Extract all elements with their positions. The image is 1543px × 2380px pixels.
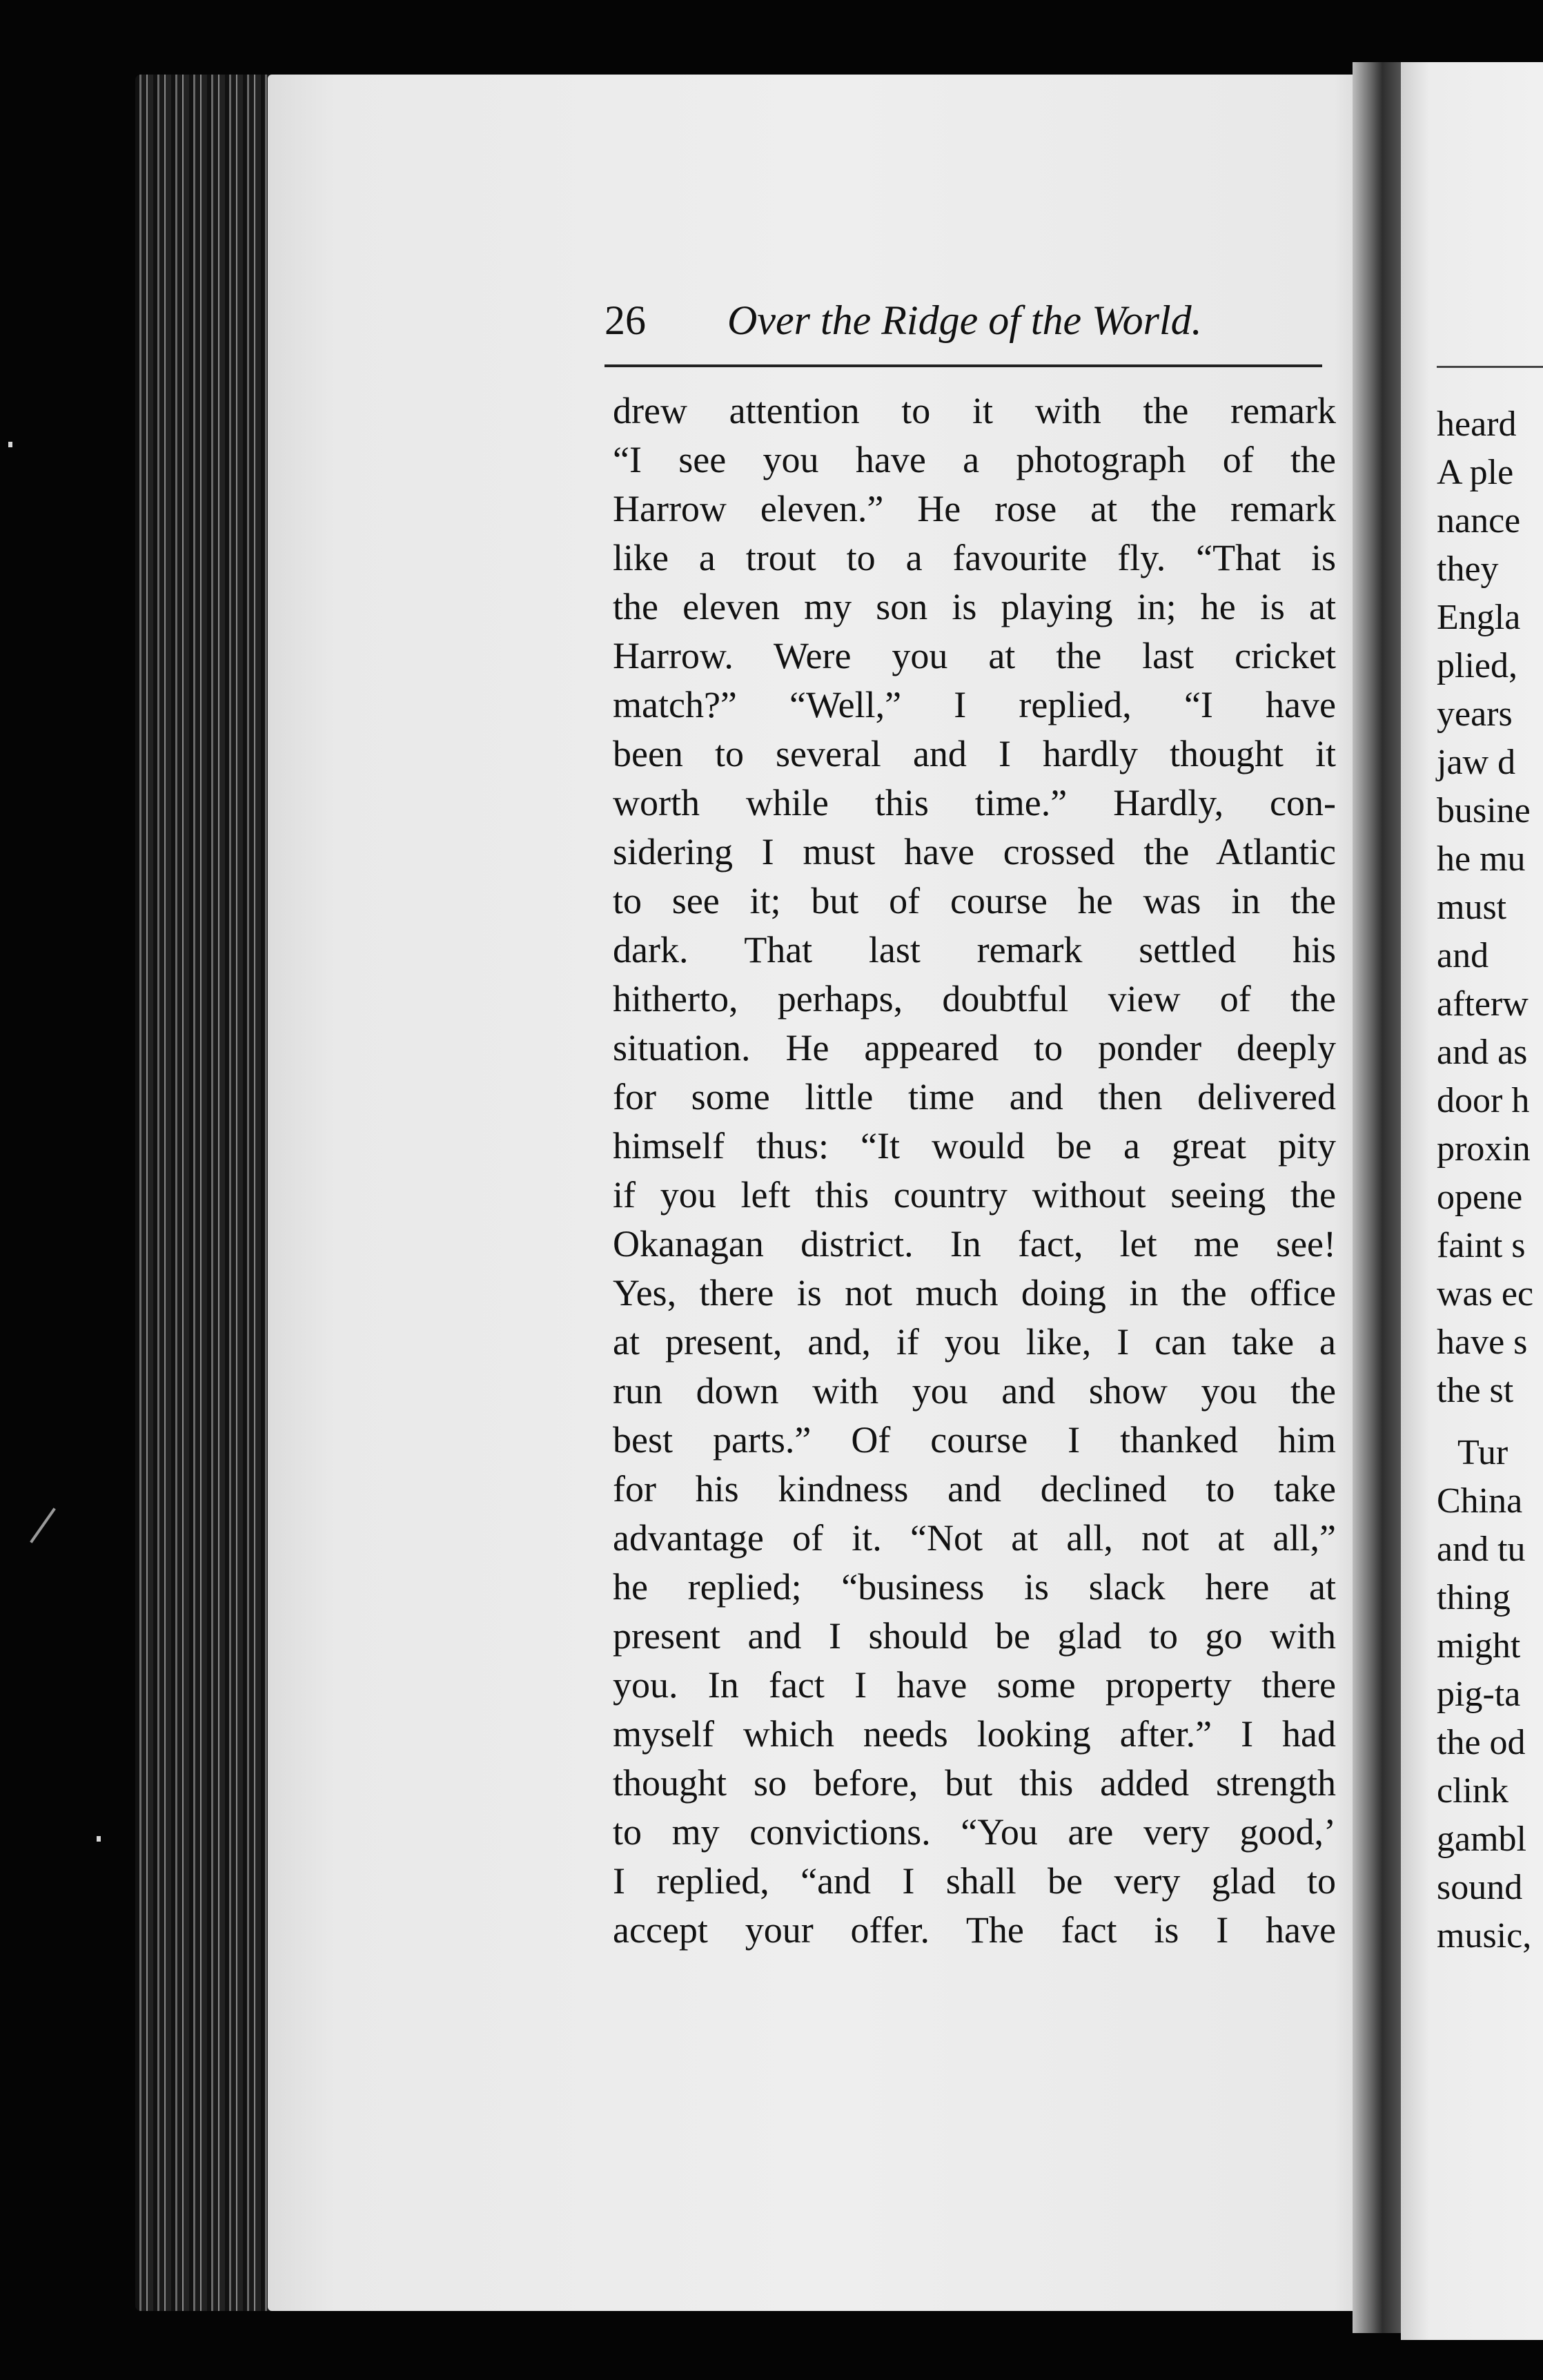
scan-speck xyxy=(8,442,12,447)
text-line: match?” “Well,” I replied, “I have xyxy=(613,684,1336,725)
text-line: Harrow. Were you at the last cricket xyxy=(613,635,1336,676)
text-fragment: faint s xyxy=(1437,1226,1526,1265)
text-line: run down with you and show you the xyxy=(613,1370,1336,1412)
text-line: the eleven my son is playing in; he is at xyxy=(613,586,1336,627)
text-line: to my convictions. “You are very good,’ xyxy=(613,1811,1336,1853)
text-line: I replied, “and I shall be very glad to xyxy=(613,1860,1336,1902)
book-page-edges xyxy=(135,75,280,2311)
text-line: situation. He appeared to ponder deeply xyxy=(613,1027,1336,1069)
text-line: Yes, there is not much doing in the office xyxy=(613,1272,1336,1314)
text-fragment: plied, xyxy=(1437,646,1517,685)
text-fragment: they xyxy=(1437,549,1499,589)
text-fragment: have s xyxy=(1437,1323,1528,1362)
text-line: accept your offer. The fact is I have xyxy=(613,1909,1336,1951)
text-fragment: jaw d xyxy=(1437,743,1516,782)
text-line: sidering I must have crossed the Atlantic xyxy=(613,831,1336,872)
text-fragment: must xyxy=(1437,888,1507,927)
page-number: 26 xyxy=(605,298,646,343)
scan-speck xyxy=(97,1836,101,1842)
text-line: he replied; “business is slack here at xyxy=(613,1566,1336,1608)
text-fragment: afterw xyxy=(1437,984,1529,1024)
text-fragment: sound xyxy=(1437,1868,1523,1907)
text-fragment: China xyxy=(1437,1481,1523,1521)
text-fragment: the od xyxy=(1437,1723,1526,1762)
text-line: you. In fact I have some property there xyxy=(613,1664,1336,1706)
text-fragment: was ec xyxy=(1437,1274,1534,1314)
text-fragment: thing xyxy=(1437,1578,1511,1617)
scan-speck xyxy=(30,1508,56,1543)
text-fragment: clink xyxy=(1437,1771,1508,1811)
running-head xyxy=(605,297,1315,352)
running-title: Over the Ridge of the World. xyxy=(727,298,1202,343)
text-line: for his kindness and declined to take xyxy=(613,1468,1336,1510)
text-line: thought so before, but this added strength xyxy=(613,1762,1336,1804)
text-fragment: pig-ta xyxy=(1437,1675,1521,1714)
text-fragment: Engla xyxy=(1437,598,1521,637)
text-fragment: and tu xyxy=(1437,1530,1526,1569)
text-line: “I see you have a photograph of the xyxy=(613,439,1336,480)
text-line: worth while this time.” Hardly, con- xyxy=(613,782,1336,823)
right-page xyxy=(1401,62,1543,2340)
right-header-rule xyxy=(1437,366,1543,368)
text-fragment: busine xyxy=(1437,791,1531,830)
text-line: Okanagan district. In fact, let me see! xyxy=(613,1223,1336,1265)
text-line: at present, and, if you like, I can take a xyxy=(613,1321,1336,1363)
text-fragment: music, xyxy=(1437,1916,1532,1955)
text-fragment: Tur xyxy=(1457,1433,1508,1472)
text-fragment: opene xyxy=(1437,1178,1523,1217)
text-line: himself thus: “It would be a great pity xyxy=(613,1125,1336,1167)
text-line: present and I should be glad to go with xyxy=(613,1615,1336,1657)
text-fragment: he mu xyxy=(1437,839,1526,879)
text-line: Harrow eleven.” He rose at the remark xyxy=(613,488,1336,529)
text-line: hitherto, perhaps, doubtful view of the xyxy=(613,978,1336,1020)
text-fragment: might xyxy=(1437,1626,1521,1666)
text-fragment: years xyxy=(1437,694,1513,734)
book-gutter xyxy=(1353,62,1402,2333)
text-line: been to several and I hardly thought it xyxy=(613,733,1336,774)
text-line: like a trout to a favourite fly. “That is xyxy=(613,537,1336,578)
text-fragment: nance xyxy=(1437,501,1521,540)
text-line: drew attention to it with the remark xyxy=(613,390,1336,431)
text-line: advantage of it. “Not at all, not at all,” xyxy=(613,1517,1336,1559)
text-line: to see it; but of course he was in the xyxy=(613,880,1336,921)
body-text xyxy=(613,387,1336,1955)
text-fragment: A ple xyxy=(1437,453,1514,492)
text-fragment: proxin xyxy=(1437,1129,1531,1169)
text-fragment: gambl xyxy=(1437,1820,1526,1859)
text-fragment: door h xyxy=(1437,1081,1530,1120)
text-fragment: the st xyxy=(1437,1371,1514,1410)
text-fragment: and xyxy=(1437,936,1489,975)
text-fragment: and as xyxy=(1437,1033,1528,1072)
text-line: best parts.” Of course I thanked him xyxy=(613,1419,1336,1461)
text-line: myself which needs looking after.” I had xyxy=(613,1713,1336,1755)
text-line: if you left this country without seeing the xyxy=(613,1174,1336,1216)
text-fragment: heard xyxy=(1437,404,1517,444)
text-line: for some little time and then delivered xyxy=(613,1076,1336,1118)
text-line: dark. That last remark settled his xyxy=(613,929,1336,970)
header-rule xyxy=(605,364,1322,367)
